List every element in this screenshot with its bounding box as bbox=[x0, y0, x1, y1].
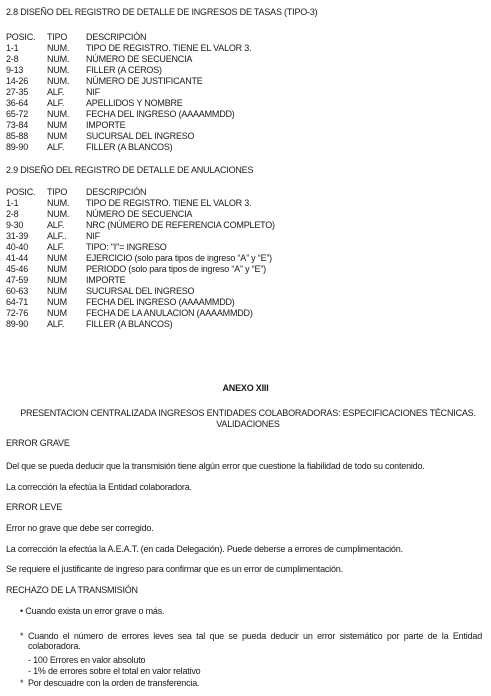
cell-tipo: NUM bbox=[47, 131, 67, 141]
cell-descripcion: FECHA DEL INGRESO (AAAAMMDD) bbox=[86, 109, 235, 119]
dash-item: - 1% de errores sobre el total en valor relativo bbox=[28, 666, 201, 676]
cell-posicion: 9-30 bbox=[6, 220, 24, 230]
cell-tipo: NUM bbox=[47, 297, 67, 307]
cell-descripcion: FECHA DE LA ANULACION (AAAAMMDD) bbox=[86, 308, 253, 318]
star-item bbox=[20, 678, 482, 688]
cell-descripcion: FECHA DEL INGRESO (AAAAMMDD) bbox=[86, 297, 235, 307]
cell-descripcion: NÚMERO DE SECUENCIA bbox=[86, 54, 193, 64]
cell-descripcion: PERIODO (solo para tipos de ingreso “A” y “E”) bbox=[86, 264, 266, 274]
header-tipo: TIPO bbox=[47, 32, 68, 42]
annex-subtitle: PRESENTACION CENTRALIZADA INGRESOS ENTIDADES COLABORADORAS: ESPECIFICACIONES TÉCNICAS. VALIDACIONES bbox=[20, 408, 476, 429]
cell-posicion: 27-35 bbox=[6, 87, 29, 97]
cell-descripcion: IMPORTE bbox=[86, 275, 126, 285]
cell-tipo: NUM. bbox=[47, 109, 70, 119]
cell-tipo: ALF. bbox=[47, 142, 65, 152]
bullet-text: Cuando exista un error grave o más. bbox=[25, 606, 165, 616]
error-grave-heading: ERROR GRAVE bbox=[6, 438, 70, 448]
cell-posicion: 40-40 bbox=[6, 242, 29, 252]
header-descripcion: DESCRIPCIÓN bbox=[86, 187, 147, 197]
cell-posicion: 1-1 bbox=[6, 198, 19, 208]
cell-tipo: ALF. bbox=[47, 98, 65, 108]
cell-posicion: 64-71 bbox=[6, 297, 29, 307]
cell-posicion: 2-8 bbox=[6, 209, 19, 219]
star-text: Por descuadre con la orden de transferencia. bbox=[28, 678, 200, 688]
cell-tipo: NUM bbox=[47, 286, 67, 296]
cell-descripcion: NÚMERO DE JUSTIFICANTE bbox=[86, 76, 203, 86]
cell-posicion: 31-39 bbox=[6, 231, 29, 241]
cell-tipo: ALF.. bbox=[47, 231, 67, 241]
cell-posicion: 41-44 bbox=[6, 253, 29, 263]
cell-descripcion: APELLIDOS Y NOMBRE bbox=[86, 98, 183, 108]
cell-posicion: 14-26 bbox=[6, 76, 29, 86]
cell-descripcion: SUCURSAL DEL INGRESO bbox=[86, 286, 195, 296]
cell-descripcion: IMPORTE bbox=[86, 120, 126, 130]
cell-posicion: 36-64 bbox=[6, 98, 29, 108]
cell-tipo: NUM bbox=[47, 120, 67, 130]
cell-tipo: NUM. bbox=[47, 198, 70, 208]
header-posicion: POSIC. bbox=[6, 187, 36, 197]
bullet-item bbox=[20, 606, 164, 617]
cell-tipo: ALF. bbox=[47, 319, 65, 329]
cell-tipo: NUM bbox=[47, 308, 67, 318]
cell-descripcion: TIPO DE REGISTRO. TIENE EL VALOR 3. bbox=[86, 198, 252, 208]
bullet-mark: • bbox=[20, 606, 23, 616]
cell-tipo: NUM bbox=[47, 264, 67, 274]
cell-tipo: NUM. bbox=[47, 76, 70, 86]
error-leve-correction: La corrección la efectúa la A.E.A.T. (en cada Delegación). Puede deberse a errores de cumplimentación. bbox=[6, 544, 403, 554]
cell-descripcion: TIPO: "I"= INGRESO bbox=[86, 242, 167, 252]
cell-descripcion: FILLER (A BLANCOS) bbox=[86, 319, 173, 329]
header-tipo: TIPO bbox=[47, 187, 68, 197]
cell-posicion: 2-8 bbox=[6, 54, 19, 64]
star-mark: * bbox=[20, 678, 24, 688]
error-grave-paragraph: Del que se pueda deducir que la transmisión tiene algún error que cuestione la fiabilidad de todo su contenido. bbox=[6, 461, 425, 471]
cell-descripcion: NÚMERO DE SECUENCIA bbox=[86, 209, 193, 219]
section-2-9-title: 2.9 DISEÑO DEL REGISTRO DE DETALLE DE ANULACIONES bbox=[6, 165, 254, 175]
cell-descripcion: FILLER (A CEROS) bbox=[86, 65, 162, 75]
cell-posicion: 9-13 bbox=[6, 65, 24, 75]
cell-descripcion: NRC (NÚMERO DE REFERENCIA COMPLETO) bbox=[86, 220, 275, 230]
cell-tipo: NUM. bbox=[47, 65, 70, 75]
cell-tipo: NUM. bbox=[47, 54, 70, 64]
cell-descripcion: NIF bbox=[86, 231, 100, 241]
cell-posicion: 89-90 bbox=[6, 319, 29, 329]
cell-tipo: ALF. bbox=[47, 87, 65, 97]
header-posicion: POSIC. bbox=[6, 32, 36, 42]
star-item bbox=[20, 631, 482, 651]
cell-posicion: 45-46 bbox=[6, 264, 29, 274]
cell-posicion: 60-63 bbox=[6, 286, 29, 296]
cell-tipo: ALF. bbox=[47, 242, 65, 252]
section-2-8-title: 2.8 DISEÑO DEL REGISTRO DE DETALLE DE INGRESOS DE TASAS (TIPO-3) bbox=[6, 7, 318, 17]
cell-tipo: NUM. bbox=[47, 43, 70, 53]
cell-tipo: NUM bbox=[47, 253, 67, 263]
cell-posicion: 89-90 bbox=[6, 142, 29, 152]
error-leve-heading: ERROR LEVE bbox=[6, 502, 63, 512]
cell-posicion: 72-76 bbox=[6, 308, 29, 318]
cell-descripcion: EJERCICIO (solo para tipos de ingreso “A” y “E”) bbox=[86, 253, 272, 263]
annex-title: ANEXO XIII bbox=[222, 383, 269, 393]
error-leve-paragraph: Error no grave que debe ser corregido. bbox=[6, 523, 154, 533]
cell-tipo: NUM. bbox=[47, 209, 70, 219]
star-text: Cuando el número de errores leves sea tal que se pueda deducir un error sistemático por parte de la Entidad colaboradora. bbox=[28, 631, 482, 651]
rechazo-heading: RECHAZO DE LA TRANSMISIÓN bbox=[6, 585, 138, 595]
cell-tipo: ALF. bbox=[47, 220, 65, 230]
cell-posicion: 85-88 bbox=[6, 131, 29, 141]
header-descripcion: DESCRIPCIÓN bbox=[86, 32, 147, 42]
star-mark: * bbox=[20, 631, 24, 641]
cell-posicion: 73-84 bbox=[6, 120, 29, 130]
error-leve-justificante: Se requiere el justificante de ingreso para confirmar que es un error de cumplimentación. bbox=[6, 564, 343, 574]
error-grave-correction: La corrección la efectúa la Entidad colaboradora. bbox=[6, 482, 192, 492]
dash-item: - 100 Errores en valor absoluto bbox=[28, 655, 146, 665]
cell-tipo: NUM bbox=[47, 275, 67, 285]
cell-posicion: 1-1 bbox=[6, 43, 19, 53]
cell-descripcion: SUCURSAL DEL INGRESO bbox=[86, 131, 195, 141]
cell-posicion: 47-59 bbox=[6, 275, 29, 285]
cell-descripcion: NIF bbox=[86, 87, 100, 97]
cell-posicion: 65-72 bbox=[6, 109, 29, 119]
cell-descripcion: TIPO DE REGISTRO. TIENE EL VALOR 3. bbox=[86, 43, 252, 53]
cell-descripcion: FILLER (A BLANCOS) bbox=[86, 142, 173, 152]
